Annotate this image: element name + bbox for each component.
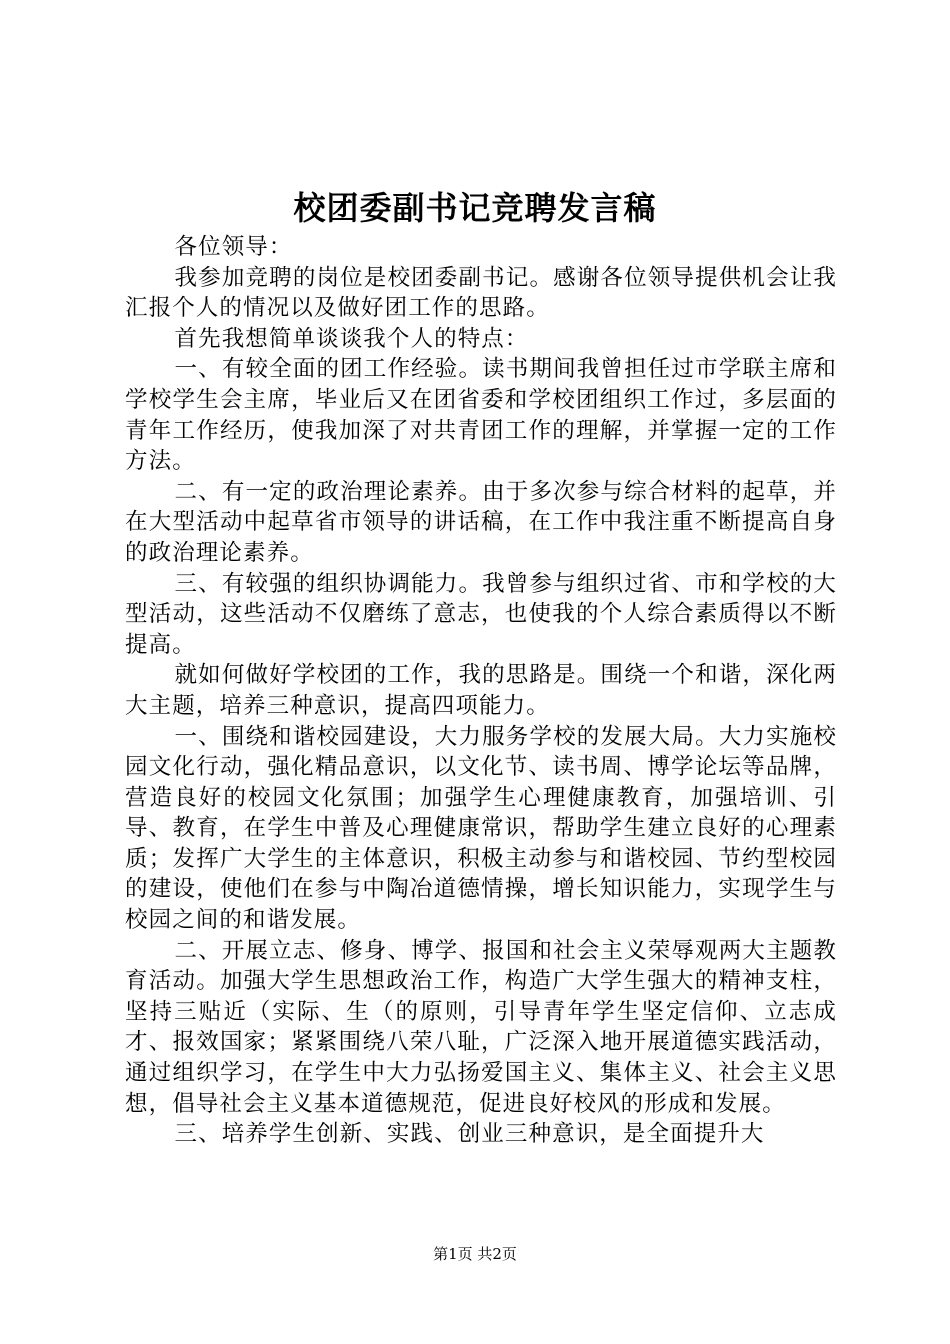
document-body	[125, 232, 837, 1150]
paragraph: 我参加竞聘的岗位是校团委副书记。感谢各位领导提供机会让我汇报个人的情况以及做好团工作的思路。	[125, 264, 837, 322]
page-number-footer: 第1页 共2页	[433, 1245, 517, 1263]
paragraph: 二、开展立志、修身、博学、报国和社会主义荣辱观两大主题教育活动。加强大学生思想政治工作，构造广大学生强大的精神支柱，坚持三贴近（实际、生（的原则，引导青年学生坚定信仰、立志成才、报效国家；紧紧围绕八荣八耻，广泛深入地开展道德实践活动，通过组织学习，在学生中大力弘扬爱国主义、集体主义、社会主义思想，倡导社会主义基本道德规范，促进良好校风的形成和发展。	[125, 937, 837, 1117]
paragraph: 就如何做好学校团的工作，我的思路是。围绕一个和谐，深化两大主题，培养三种意识，提高四项能力。	[125, 662, 837, 719]
paragraph: 一、围绕和谐校园建设，大力服务学校的发展大局。大力实施校园文化行动，强化精品意识，以文化节、读书周、博学论坛等品牌，营造良好的校园文化氛围；加强学生心理健康教育，加强培训、引导、教育，在学生中普及心理健康常识，帮助学生建立良好的心理素质；发挥广大学生的主体意识，积极主动参与和谐校园、节约型校园的建设，使他们在参与中陶冶道德情操，增长知识能力，实现学生与校园之间的和谐发展。	[125, 723, 837, 934]
paragraph: 各位领导：	[174, 234, 293, 260]
paragraph: 三、有较强的组织协调能力。我曾参与组织过省、市和学校的大型活动，这些活动不仅磨练了意志，也使我的个人综合素质得以不断提高。	[125, 570, 837, 658]
paragraph: 首先我想简单谈谈我个人的特点：	[174, 325, 529, 352]
paragraph: 二、有一定的政治理论素养。由于多次参与综合材料的起草，并在大型活动中起草省市领导的讲话稿，在工作中我注重不断提高自身的政治理论素养。	[125, 478, 837, 566]
paragraph: 三、培养学生创新、实践、创业三种意识，是全面提升大	[174, 1121, 765, 1148]
document-title: 校团委副书记竞聘发言稿	[293, 189, 657, 227]
paragraph: 一、有较全面的团工作经验。读书期间我曾担任过市学联主席和学校学生会主席，毕业后又在团省委和学校团组织工作过，多层面的青年工作经历，使我加深了对共青团工作的理解，并掌握一定的工作方法。	[125, 356, 837, 475]
